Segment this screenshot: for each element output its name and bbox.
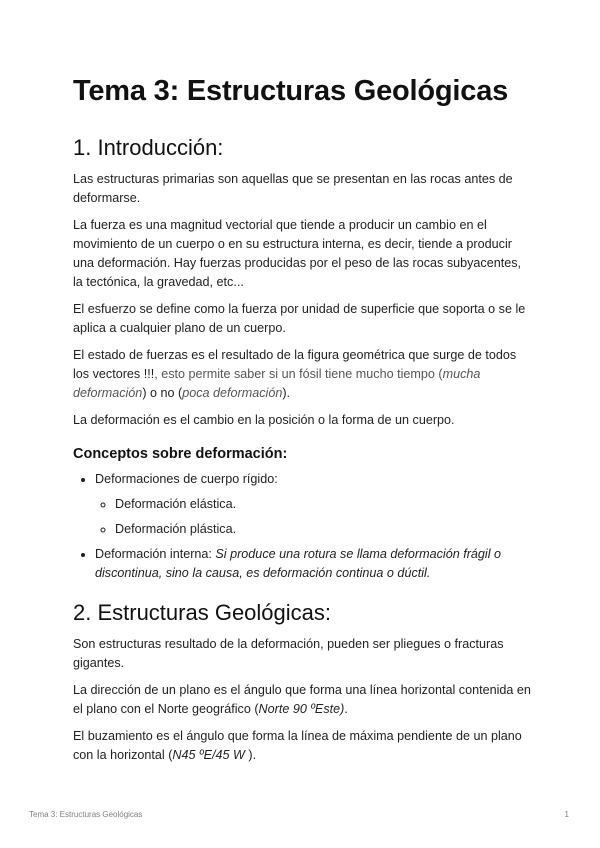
paragraph-fuerza: La fuerza es una magnitud vectorial que tiende a producir un cambio en el movimiento de un cuerpo o en su estructura interna, es decir, tiende a producir una deformación. Hay fuerzas producidas por el peso de las rocas subyacentes, la tectónica, la gravedad, etc... — [73, 218, 522, 289]
emphasis-n45-e-45-w: N45 ºE/45 W — [172, 748, 249, 762]
emphasis-norte-90-este: Norte 90 ºEste) — [258, 702, 345, 716]
deformation-concepts-list — [73, 470, 533, 583]
document-title: Tema 3: Estructuras Geológicas — [73, 75, 509, 107]
paragraph-estructuras-primarias: Las estructuras primarias son aquellas que se presentan en las rocas antes de deformarse. — [73, 172, 513, 205]
estado-fuerzas-text: El estado de fuerzas es el resultado de la figura geométrica que surge de todos los vectores !!! — [73, 348, 517, 381]
list-item-plastica: ◦ Deformación plástica. — [115, 520, 533, 539]
estado-fuerzas-muted-text: , esto permite saber si un fósil tiene mucho tiempo ( — [154, 367, 443, 381]
paragraph-deformacion: La deformación es el cambio en la posición o la forma de un cuerpo. — [73, 413, 455, 427]
direccion-end: . — [344, 702, 348, 716]
list-item-label: Deformación interna: — [95, 547, 216, 561]
list-item-cuerpo-rigido — [95, 470, 533, 539]
footer-page-number: 1 — [564, 810, 569, 819]
estado-fuerzas-text-3: ). — [282, 386, 291, 400]
buzamiento-end: ). — [248, 748, 257, 762]
paragraph-buzamiento — [73, 727, 533, 765]
paragraph-direccion-plano — [73, 681, 533, 719]
emphasis-deformacion-interna: Si produce una rotura se llama deformación frágil o discontinua, sino la causa, es deformación continua o dúctil. — [95, 547, 502, 580]
list-item-label: Deformaciones de cuerpo rígido: — [95, 472, 278, 486]
document-body — [73, 74, 533, 773]
subheading-conceptos-deformacion: Conceptos sobre deformación: — [73, 446, 288, 462]
rigid-body-sublist — [95, 495, 533, 539]
paragraph-estructuras-resultado: Son estructuras resultado de la deformación, pueden ser pliegues o fracturas gigantes. — [73, 637, 504, 670]
section-heading-estructuras-geologicas: 2. Estructuras Geológicas: — [73, 600, 332, 625]
list-item-deformacion-interna — [95, 545, 533, 583]
direccion-text: La dirección de un plano es el ángulo que forma una línea horizontal contenida en el plano con el Norte geográfico ( — [73, 683, 531, 716]
paragraph-estado-de-fuerzas — [73, 346, 533, 403]
list-item-elastica: ◦ Deformación elástica. — [115, 495, 533, 514]
buzamiento-text: El buzamiento es el ángulo que forma la línea de máxima pendiente de un plano con la horizontal ( — [73, 729, 522, 762]
emphasis-mucha-deformacion: mucha deformación — [73, 367, 481, 400]
emphasis-poca-deformacion: poca deformación — [182, 386, 283, 400]
footer-document-title: Tema 3: Estructuras Geológicas — [29, 810, 143, 819]
estado-fuerzas-text-2: ) o no ( — [142, 386, 183, 400]
section-heading-introduccion: 1. Introducción: — [73, 135, 224, 160]
paragraph-esfuerzo: El esfuerzo se define como la fuerza por unidad de superficie que soporta o se le aplica a cualquier plano de un cuerpo. — [73, 302, 526, 335]
